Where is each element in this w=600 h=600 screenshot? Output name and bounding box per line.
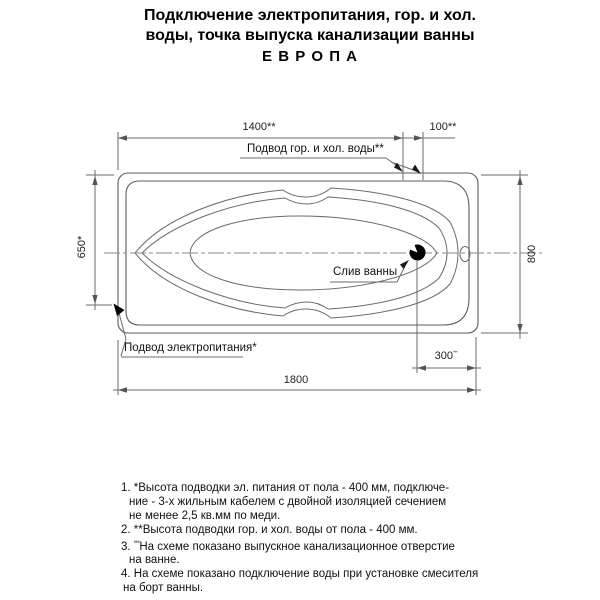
dim-300-marker: *** (453, 350, 458, 357)
title-line-2: воды, точка выпуска канализации ванны (145, 27, 475, 44)
note-1-line-1: 1. *Высота подводки эл. питания от пола - 400 мм, подключе- (121, 482, 450, 494)
note-1-line-2: ние - 3-х жильным кабелем с двойной изоляцией сечением (129, 495, 447, 508)
title-model-name: Е В Р О П А (262, 48, 358, 65)
note-2: 2. **Высота подводки гор. и хол. воды от пола - 400 мм. (121, 523, 418, 536)
notes-block (121, 482, 478, 596)
dim-300 (435, 350, 458, 362)
note-4-line-2: на борт ванны. (123, 582, 204, 595)
dim-1400: 1400** (242, 121, 276, 133)
leader-lines (119, 158, 416, 357)
dimension-arrows (92, 135, 522, 393)
dim-1800: 1800 (283, 374, 309, 386)
note-1-line-3: не менее 2,5 кв.мм по меди. (129, 509, 281, 522)
note-3-line-1 (121, 538, 478, 555)
title-line-1: Подключение электропитания, гор. и хол. (144, 7, 476, 24)
dim-300-value: 300 (434, 350, 454, 362)
note-3-marker: *** (133, 540, 140, 547)
note-3-line-2: на ванне. (129, 554, 180, 567)
label-water-supply: Подвод гор. и хол. воды** (247, 143, 384, 155)
dim-650: 650* (76, 235, 88, 259)
dim-800: 800 (526, 244, 538, 264)
drain-icon (408, 243, 426, 261)
label-power-supply: Подвод электропитания* (124, 342, 257, 354)
note-4-line-1: 4. На схеме показано подключение воды при установке смесителя (121, 568, 479, 581)
dimension-lines (86, 132, 528, 395)
dim-100: 100** (429, 121, 457, 133)
power-point-icon (114, 304, 125, 317)
note-3-text: На схеме показано выпускное канализационное отверстие (139, 540, 455, 553)
note-3-number: 3. (121, 540, 131, 553)
label-bath-drain: Слив ванны (333, 266, 398, 278)
